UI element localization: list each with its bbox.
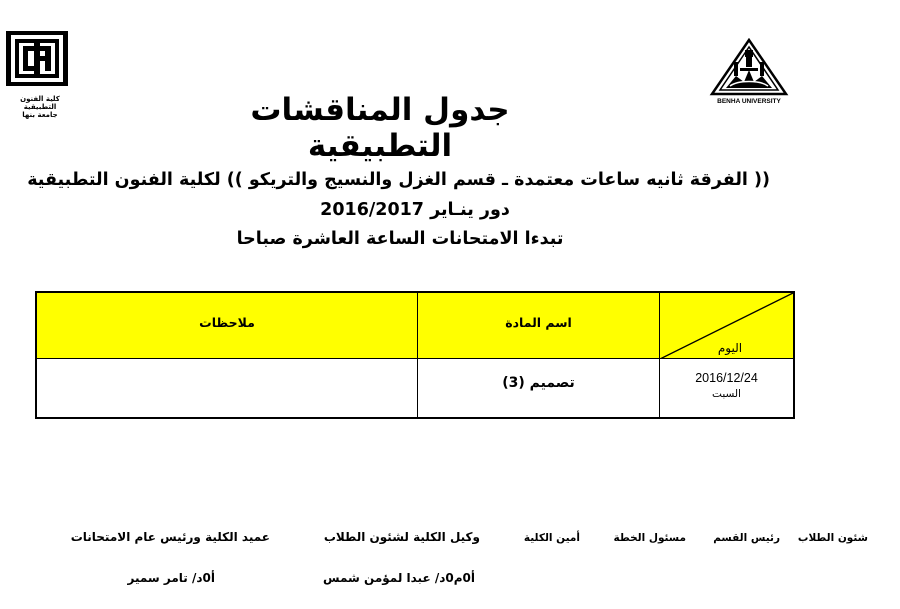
dean-name: أ0د/ تامر سمير (127, 571, 215, 585)
role-dean: عميد الكلية ورئيس عام الامتحانات (70, 530, 270, 544)
role-student-affairs: شئون الطلاب (797, 532, 868, 544)
weekday-cell: السبت (712, 388, 741, 400)
role-vice-dean: وكيل الكلية لشئون الطلاب (323, 530, 480, 544)
day-header-label: اليوم (717, 341, 743, 355)
vice-dean-name: أ0م0د/ عبدا لمؤمن شمس (323, 571, 475, 585)
subject-header-label: اسم المادة (505, 315, 572, 330)
role-plan-officer: مسئول الخطة (613, 532, 686, 544)
notes-cell (37, 359, 417, 417)
schedule-subtitle: (( الفرقة ثانيه ساعات معتمدة ـ قسم الغزل والنسيج والتريكو )) لكلية الفنون التطبيقية (27, 170, 770, 190)
exam-start-time: تبدءا الامتحانات الساعة العاشرة صباحا (236, 229, 564, 249)
faculty-emblem-icon (4, 30, 76, 90)
role-faculty-secretary: أمين الكلية (523, 532, 580, 544)
university-caption-en: BENHA UNIVERSITY (717, 98, 781, 105)
faculty-logo (4, 30, 76, 119)
university-emblem-icon (706, 38, 792, 96)
schedule-table (35, 291, 795, 419)
university-caption: جامعة بنها (22, 111, 58, 119)
subject-cell: تصميم (3) (502, 375, 575, 391)
role-department-head: رئيس القسم (713, 532, 780, 544)
university-logo (706, 38, 792, 104)
faculty-logo-caption: كلية الفنون التطبيقية (20, 95, 60, 111)
exam-session: دور ينـاير 2016/2017 (320, 200, 510, 220)
column-divider (417, 293, 418, 417)
page-title: جدول المناقشات التطبيقية (250, 92, 510, 164)
notes-header-label: ملاحظات (199, 315, 255, 330)
date-cell: 2016/12/24 (695, 371, 758, 385)
